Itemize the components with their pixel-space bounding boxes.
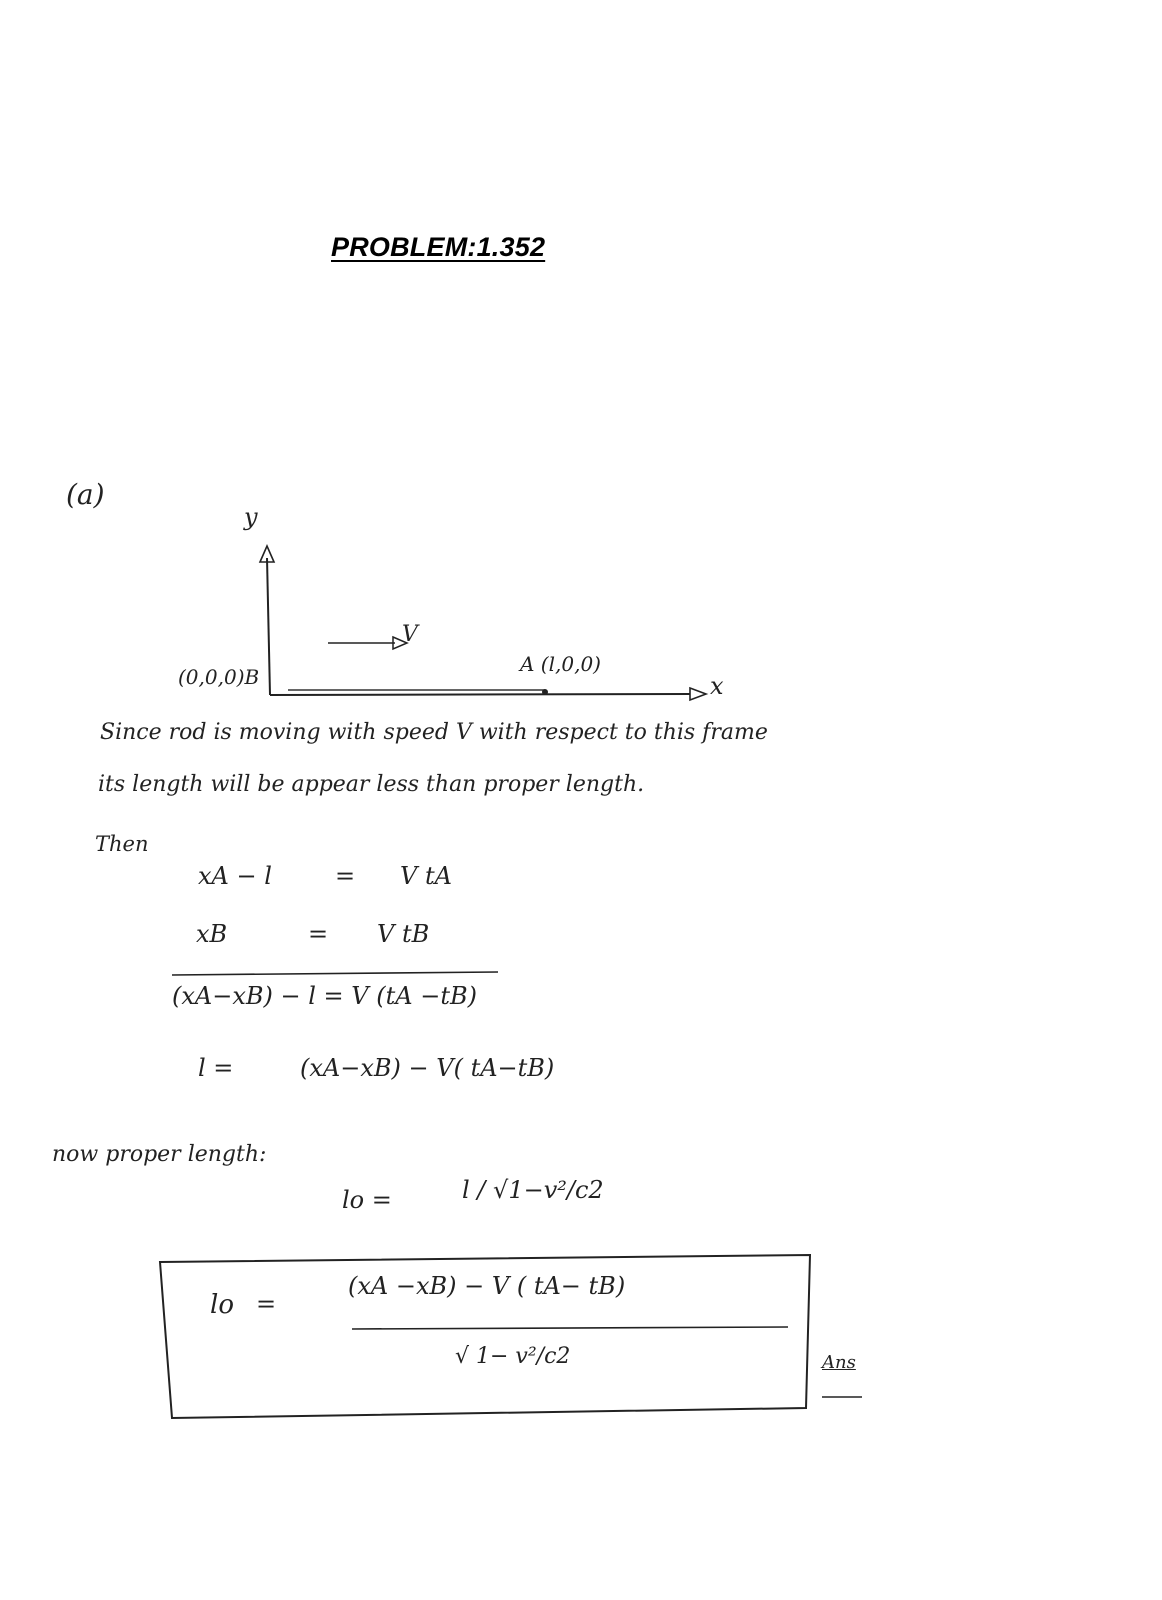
- y-axis-arrowhead: [260, 546, 274, 562]
- y-axis-line: [267, 558, 270, 695]
- explanation-line-2: its length will be appear less than proper length.: [98, 772, 645, 797]
- equation-2-lhs: xB: [196, 920, 228, 948]
- equation-separator-line: [172, 972, 498, 975]
- part-label: (a): [66, 478, 105, 511]
- equation-1-equals: =: [335, 862, 356, 890]
- equation-2-equals: =: [308, 920, 329, 948]
- equation-2-rhs: V tB: [377, 920, 430, 948]
- equation-4-rhs: (xA−xB) − V( tA−tB): [300, 1054, 555, 1082]
- equation-4-lhs: l =: [198, 1054, 234, 1082]
- final-answer-numerator: (xA −xB) − V ( tA− tB): [348, 1272, 626, 1300]
- final-answer-lhs: lo: [210, 1290, 234, 1320]
- proper-length-label: now proper length:: [52, 1142, 267, 1167]
- explanation-line-1: Since rod is moving with speed V with respect to this frame: [100, 720, 768, 745]
- equation-1-rhs: V tA: [400, 862, 452, 890]
- origin-point-label: (0,0,0)B: [178, 665, 260, 689]
- y-axis-label: y: [244, 503, 258, 531]
- equation-1-lhs: xA − l: [198, 862, 272, 890]
- problem-title: PROBLEM:1.352: [331, 232, 546, 262]
- velocity-label: V: [402, 622, 418, 647]
- answer-label: Ans: [822, 1352, 856, 1373]
- final-answer-equals: =: [256, 1290, 277, 1318]
- final-answer-fraction-bar: [352, 1327, 788, 1329]
- rod-end-a: [542, 689, 548, 695]
- equation-3: (xA−xB) − l = V (tA −tB): [172, 982, 477, 1010]
- x-axis-arrowhead: [690, 688, 706, 700]
- then-label: Then: [95, 832, 149, 856]
- final-answer-denominator: √ 1− v²/c2: [455, 1344, 571, 1369]
- x-axis-line: [270, 694, 690, 695]
- equation-5-rhs: l / √1−v²/c2: [462, 1176, 604, 1204]
- equation-5-lhs: lo =: [342, 1186, 392, 1214]
- x-axis-label: x: [710, 672, 724, 700]
- point-a-label: A (l,0,0): [520, 652, 601, 676]
